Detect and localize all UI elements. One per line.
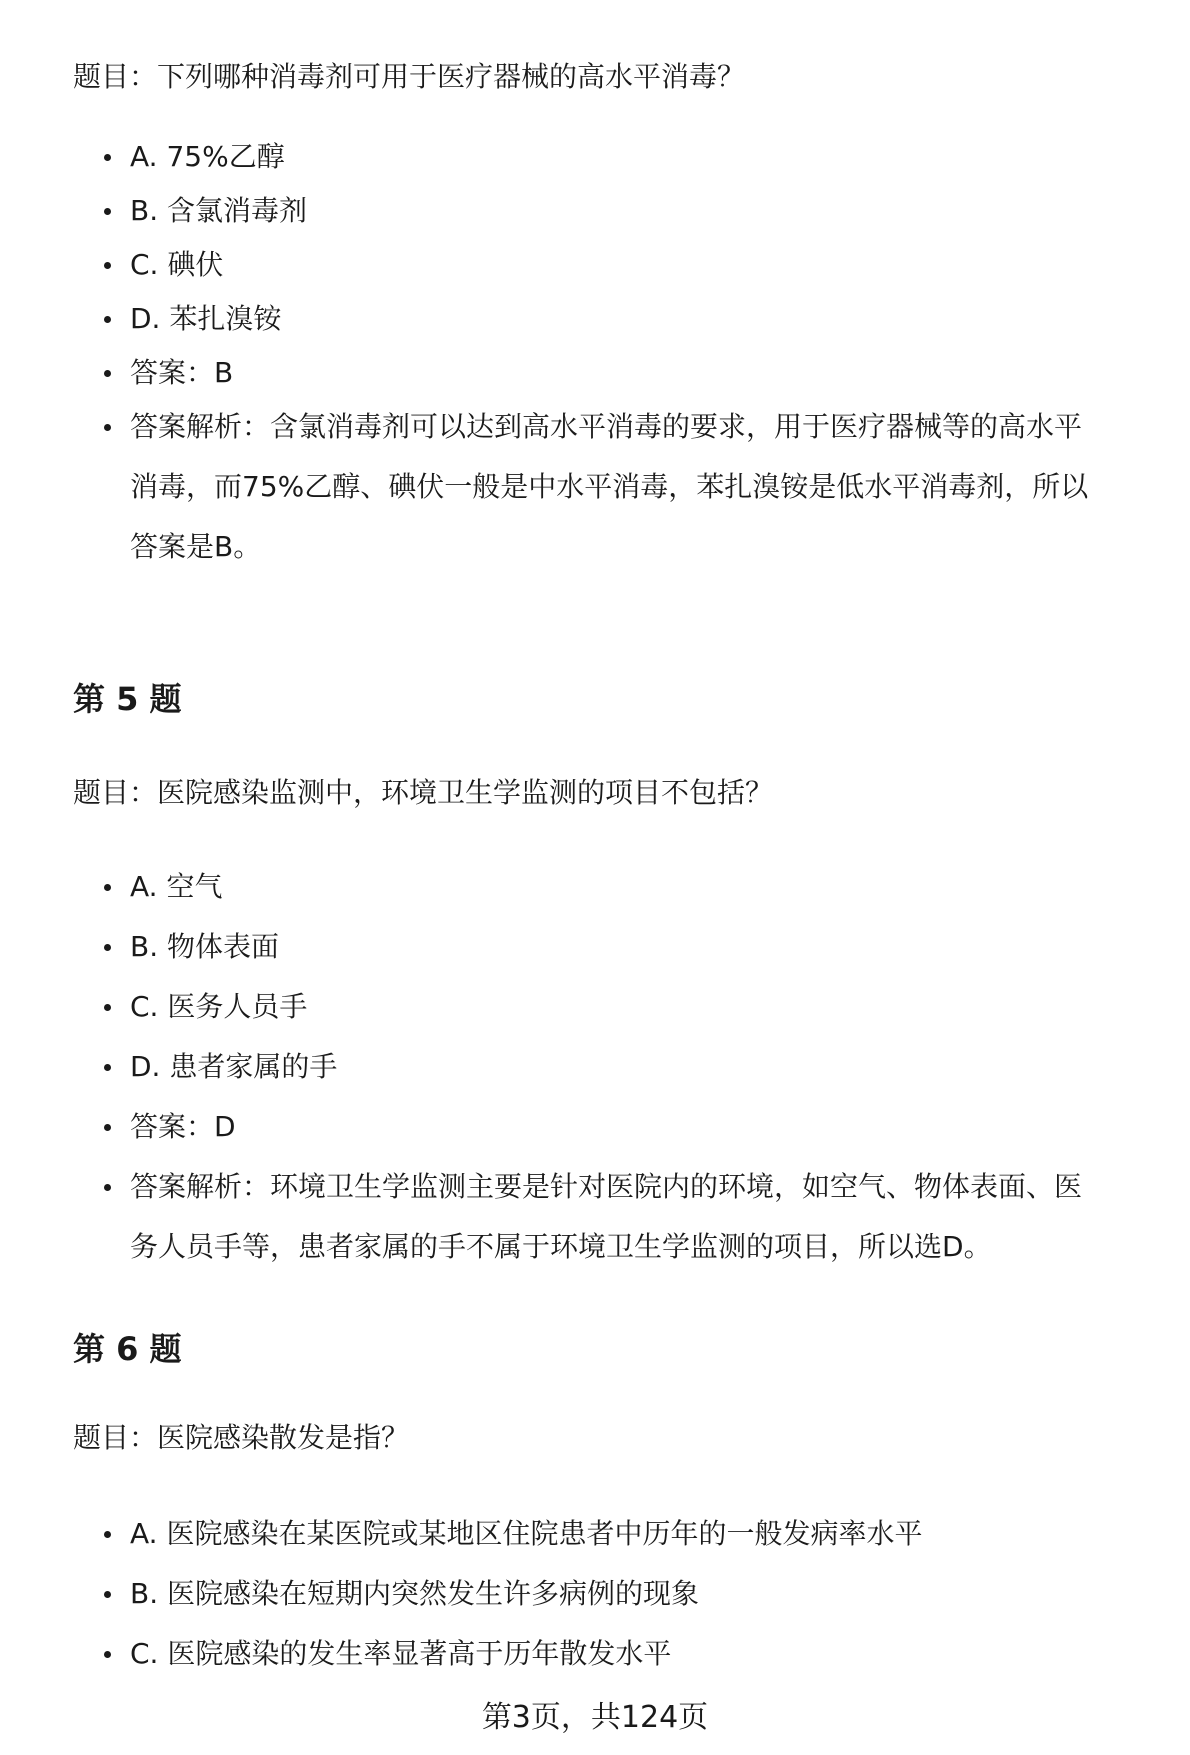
option-c: C. 医院感染的发生率显著高于历年散发水平	[0, 1634, 1190, 1674]
analysis-line: 答案解析：环境卫生学监测主要是针对医院内的环境，如空气、物体表面、医	[130, 1170, 1083, 1203]
option-d: D. 苯扎溴铵	[0, 299, 1190, 339]
bullet-icon	[104, 1124, 111, 1131]
option-a: A. 医院感染在某医院或某地区住院患者中历年的一般发病率水平	[0, 1514, 1190, 1554]
option-b: B. 物体表面	[0, 927, 1190, 967]
bullet-icon	[104, 1064, 111, 1071]
question-6-heading: 第 6 题	[73, 1330, 182, 1368]
bullet-icon	[104, 884, 111, 891]
answer-line: 答案：B	[0, 353, 1190, 393]
option-d: D. 患者家属的手	[0, 1047, 1190, 1087]
bullet-icon	[104, 316, 111, 323]
option-c: C. 碘伏	[0, 245, 1190, 285]
answer-analysis	[0, 1157, 1190, 1277]
bullet-icon	[104, 1531, 111, 1538]
bullet-icon	[104, 1184, 111, 1191]
bullet-icon	[104, 424, 111, 431]
bullet-icon	[104, 262, 111, 269]
option-c: C. 医务人员手	[0, 987, 1190, 1027]
bullet-icon	[104, 208, 111, 215]
question-5-heading: 第 5 题	[73, 680, 182, 718]
page-indicator: 第3页，共124页	[481, 1700, 709, 1735]
bullet-icon	[104, 370, 111, 377]
bullet-icon	[104, 1651, 111, 1658]
question-4-options	[0, 137, 1190, 577]
analysis-line: 答案是B。	[130, 530, 262, 563]
analysis-line: 消毒，而75%乙醇、碘伏一般是中水平消毒，苯扎溴铵是低水平消毒剂，所以	[130, 470, 1089, 503]
analysis-line: 务人员手等，患者家属的手不属于环境卫生学监测的项目，所以选D。	[130, 1230, 992, 1263]
bullet-icon	[104, 1004, 111, 1011]
option-a: A. 75%乙醇	[0, 137, 1190, 177]
bullet-icon	[104, 154, 111, 161]
bullet-icon	[104, 944, 111, 951]
question-4-text: 题目：下列哪种消毒剂可用于医疗器械的高水平消毒？	[73, 60, 746, 93]
answer-analysis	[0, 397, 1190, 577]
question-6-options	[0, 1514, 1190, 1674]
question-6-text: 题目：医院感染散发是指？	[73, 1421, 410, 1454]
bullet-icon	[104, 1591, 111, 1598]
question-5-text: 题目：医院感染监测中，环境卫生学监测的项目不包括？	[73, 776, 774, 809]
answer-line: 答案：D	[0, 1107, 1190, 1147]
option-b: B. 含氯消毒剂	[0, 191, 1190, 231]
analysis-line: 答案解析：含氯消毒剂可以达到高水平消毒的要求，用于医疗器械等的高水平	[130, 410, 1083, 443]
option-a: A. 空气	[0, 867, 1190, 907]
option-b: B. 医院感染在短期内突然发生许多病例的现象	[0, 1574, 1190, 1614]
question-5-options	[0, 867, 1190, 1277]
